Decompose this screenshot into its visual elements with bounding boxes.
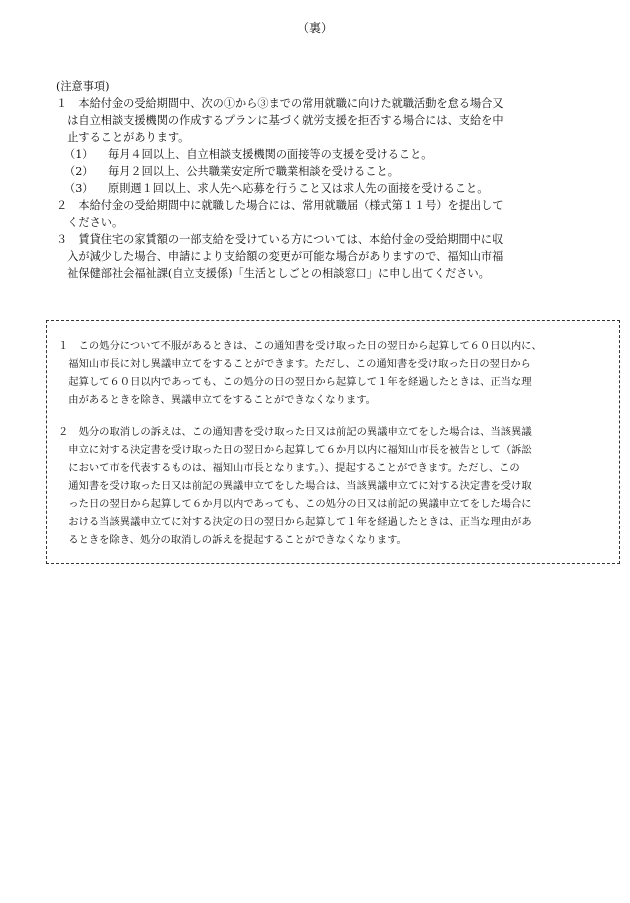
- note-subitem-3: [64, 180, 584, 197]
- subitem-text: 原則週１回以上、求人先へ応募を行うこと又は求人先の面接を受けること。: [108, 182, 489, 195]
- page-title: （裏）: [296, 21, 333, 35]
- appeal-notice-box: [46, 320, 620, 564]
- subitem-number: （1）: [64, 148, 94, 161]
- notes-heading: (注意事項): [56, 80, 110, 93]
- subitem-number: （3）: [64, 182, 94, 195]
- subitem-text: 毎月２回以上、公共職業安定所で職業相談を受けること。: [108, 165, 399, 178]
- appeal-paragraph-2: ２ 処分の取消しの訴えは、この通知書を受け取った日又は前記の異議申立てをした場合は、当該異議 申立に対する決定書を受け取った日の翌日から起算して６か月以内に福知山市長を被告として（訴訟 において市を代表するものは、福知山市長となります。）、提起することができます。ただし、この 通知書を受け取った日又は前記の異議申立てをした場合は、当該異議申立てに対する決定書を受け取 った日の翌日から起算して６か月以内であっても、この処分の日又は前記の異議申立てをした場合に おける当該異議申立てに対する決定の日の翌日から起算して１年を経過したときは、正当な理由があ るときを除き、処分の取消しの訴えを提起することができなくなります。: [58, 426, 532, 546]
- note-item-2: ２ 本給付金の受給期間中に就職した場合には、常用就職届（様式第１１号）を提出して ください。: [56, 199, 504, 229]
- note-item-3: ３ 賃貸住宅の家賃額の一部支給を受けている方については、本給付金の受給期間中に収 入が減少した場合、申請により支給額の変更が可能な場合がありますので、福知山市福 祉保健部社会福祉課(自立支援係)「生活としごとの相談窓口」に申し出てください。: [56, 233, 504, 280]
- subitem-number: （2）: [64, 165, 94, 178]
- subitem-text: 毎月４回以上、自立相談支援機関の面接等の支援を受けること。: [108, 148, 433, 161]
- note-subitem-1: [64, 146, 584, 163]
- note-item-1: １ 本給付金の受給期間中、次の①から③までの常用就職に向けた就職活動を怠る場合又 は自立相談支援機関の作成するプランに基づく就労支援を拒否する場合には、支給を中 止することがあります。: [56, 97, 504, 144]
- note-subitem-2: [64, 163, 584, 180]
- appeal-paragraph-1: １ この処分について不服があるときは、この通知書を受け取った日の翌日から起算して６０日以内に、 福知山市長に対し異議申立てをすることができます。ただし、この通知書を受け取った日の翌日から 起算して６０日以内であっても、この処分の日の翌日から起算して１年を経過したときは、正当な理 由があるときを除き、異議申立てをすることができなくなります。: [58, 340, 542, 406]
